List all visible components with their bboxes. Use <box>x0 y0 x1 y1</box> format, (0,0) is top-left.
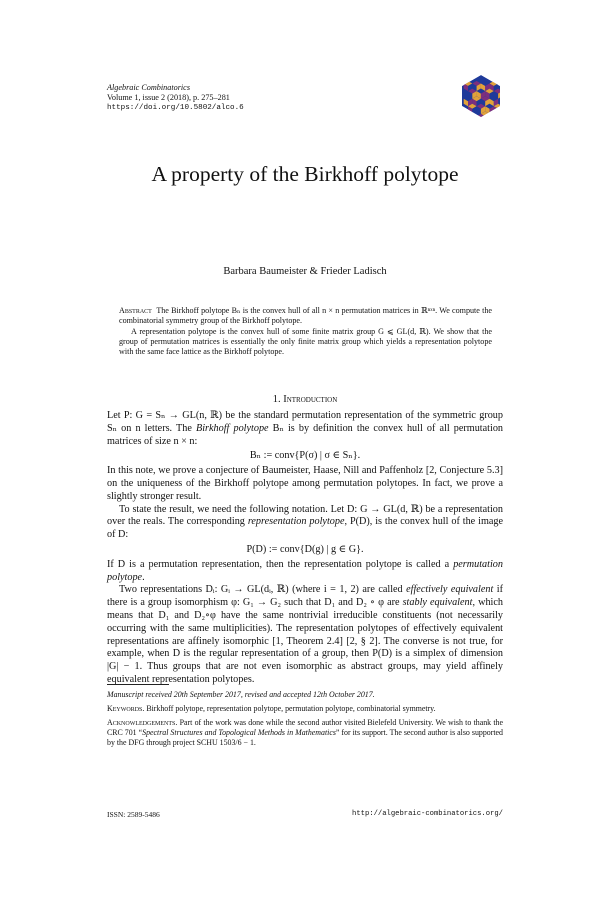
section-number: 1. <box>272 394 281 405</box>
equation-representation: P(D) := conv{D(g) | g ∈ G}. <box>246 543 364 555</box>
keywords-note: Keywords. Birkhoff polytope, representation polytope, permutation polytope, combinatorial symmetry. <box>107 704 436 713</box>
logo-cube-face <box>464 114 468 118</box>
doi-link[interactable]: https://doi.org/10.5802/alco.6 <box>107 104 244 113</box>
footnote-rule <box>107 684 169 685</box>
paragraph-4: If D is a permutation representation, then the representation polytope is called a permutation polytope. <box>107 558 503 583</box>
logo-cube-face <box>468 114 472 118</box>
logo-cube-face <box>498 106 502 114</box>
acknowledgements-note: Acknowledgements. Part of the work was done while the second author visited Bielefeld University. We wish to thank the CRC 701 “Spectral Structures and Topological Methods in Mathematics” for its support. The second author is also supported by the DFG through project SCHU 1503/6 − 1. <box>107 718 503 747</box>
paper-authors: Barbara Baumeister & Frieder Ladisch <box>223 266 387 277</box>
journal-name: Algebraic Combinatorics <box>107 83 191 92</box>
volume-line: Volume 1, issue 2 (2018), p. 275–281 <box>107 93 230 103</box>
abstract <box>119 306 492 357</box>
abstract-label: Abstract <box>119 306 152 315</box>
journal-url-link[interactable]: http://algebraic-combinatorics.org/ <box>352 810 503 818</box>
paragraph-2: In this note, we prove a conjecture of Baumeister, Haase, Nill and Paffenholz [2, Conjecture 5.3] on the uniqueness of the Birkhoff polytope among permutation polytopes. In fact, we prove a slightly stronger result. <box>107 465 503 502</box>
paragraph-3: To state the result, we need the following notation. Let D: G → GL(d, ℝ) be a representation over the reals. The corresponding representation polytope, P(D), is the convex hull of the image of D: <box>107 503 504 541</box>
logo-cube-face <box>472 114 476 118</box>
paragraph-5: Two representations Dᵢ: Gᵢ → GL(dᵢ, ℝ) (where i = 1, 2) are called effectively equivalent if there is a group isomorphism φ: G₁ → G₂ such that D₁ and D₂ ∘ φ are stably equivalent, which means that D₁ and D₂∘φ have the same nontrivial irreducible constituents (not necessarily occurring with the same multiplicities). The representation polytopes of effectively equivalent representations are affinely isomorphic [1, Theorem 2.4] [2, § 2]. The converse is not true, for example, when D is the regular representation of a group, then P(D) is a simplex of dimension |G| − 1. Thus groups that are not even isomorphic as abstract groups, may yield affinely equivalent representation polytopes. <box>107 584 503 685</box>
logo-cube-face <box>490 114 494 118</box>
logo-cube-face <box>464 111 473 116</box>
logo-cube-face <box>494 114 498 118</box>
section-heading <box>0 394 610 405</box>
journal-header <box>107 83 244 114</box>
paragraph-1: Let P: G = Sₙ → GL(n, ℝ) be the standard permutation representation of the symmetric group Sₙ on n letters. The Birkhoff polytope Bₙ is by definition the convex hull of all permutation matrices of size n × n: <box>107 410 504 447</box>
logo-cube-face <box>490 111 499 116</box>
paper-title: A property of the Birkhoff polytope <box>151 162 459 186</box>
issn: ISSN: 2589-5486 <box>107 810 160 819</box>
manuscript-note: Manuscript received 20th September 2017, revised and accepted 12th October 2017. <box>107 690 375 699</box>
logo-cube-face <box>485 114 489 118</box>
abstract-p1: The Birkhoff polytope Bₙ is the convex hull of all n × n permutation matrices in ℝⁿˣⁿ. We compute the combinatorial symmetry group of the Birkhoff polytope. <box>119 306 492 326</box>
section-title: Introduction <box>283 394 338 405</box>
body-text <box>107 410 503 687</box>
journal-logo-icon <box>459 74 503 118</box>
equation-birkhoff: Bₙ := conv{P(σ) | σ ∈ Sₙ}. <box>249 450 361 462</box>
footnotes <box>107 690 503 752</box>
abstract-p2: A representation polytope is the convex hull of some finite matrix group G ⩽ GL(d, ℝ). We show that the group of permutation matrices is essentially the only finite matrix group which yields a representation polytope with the same face lattice as the Birkhoff polytope. <box>119 326 492 357</box>
